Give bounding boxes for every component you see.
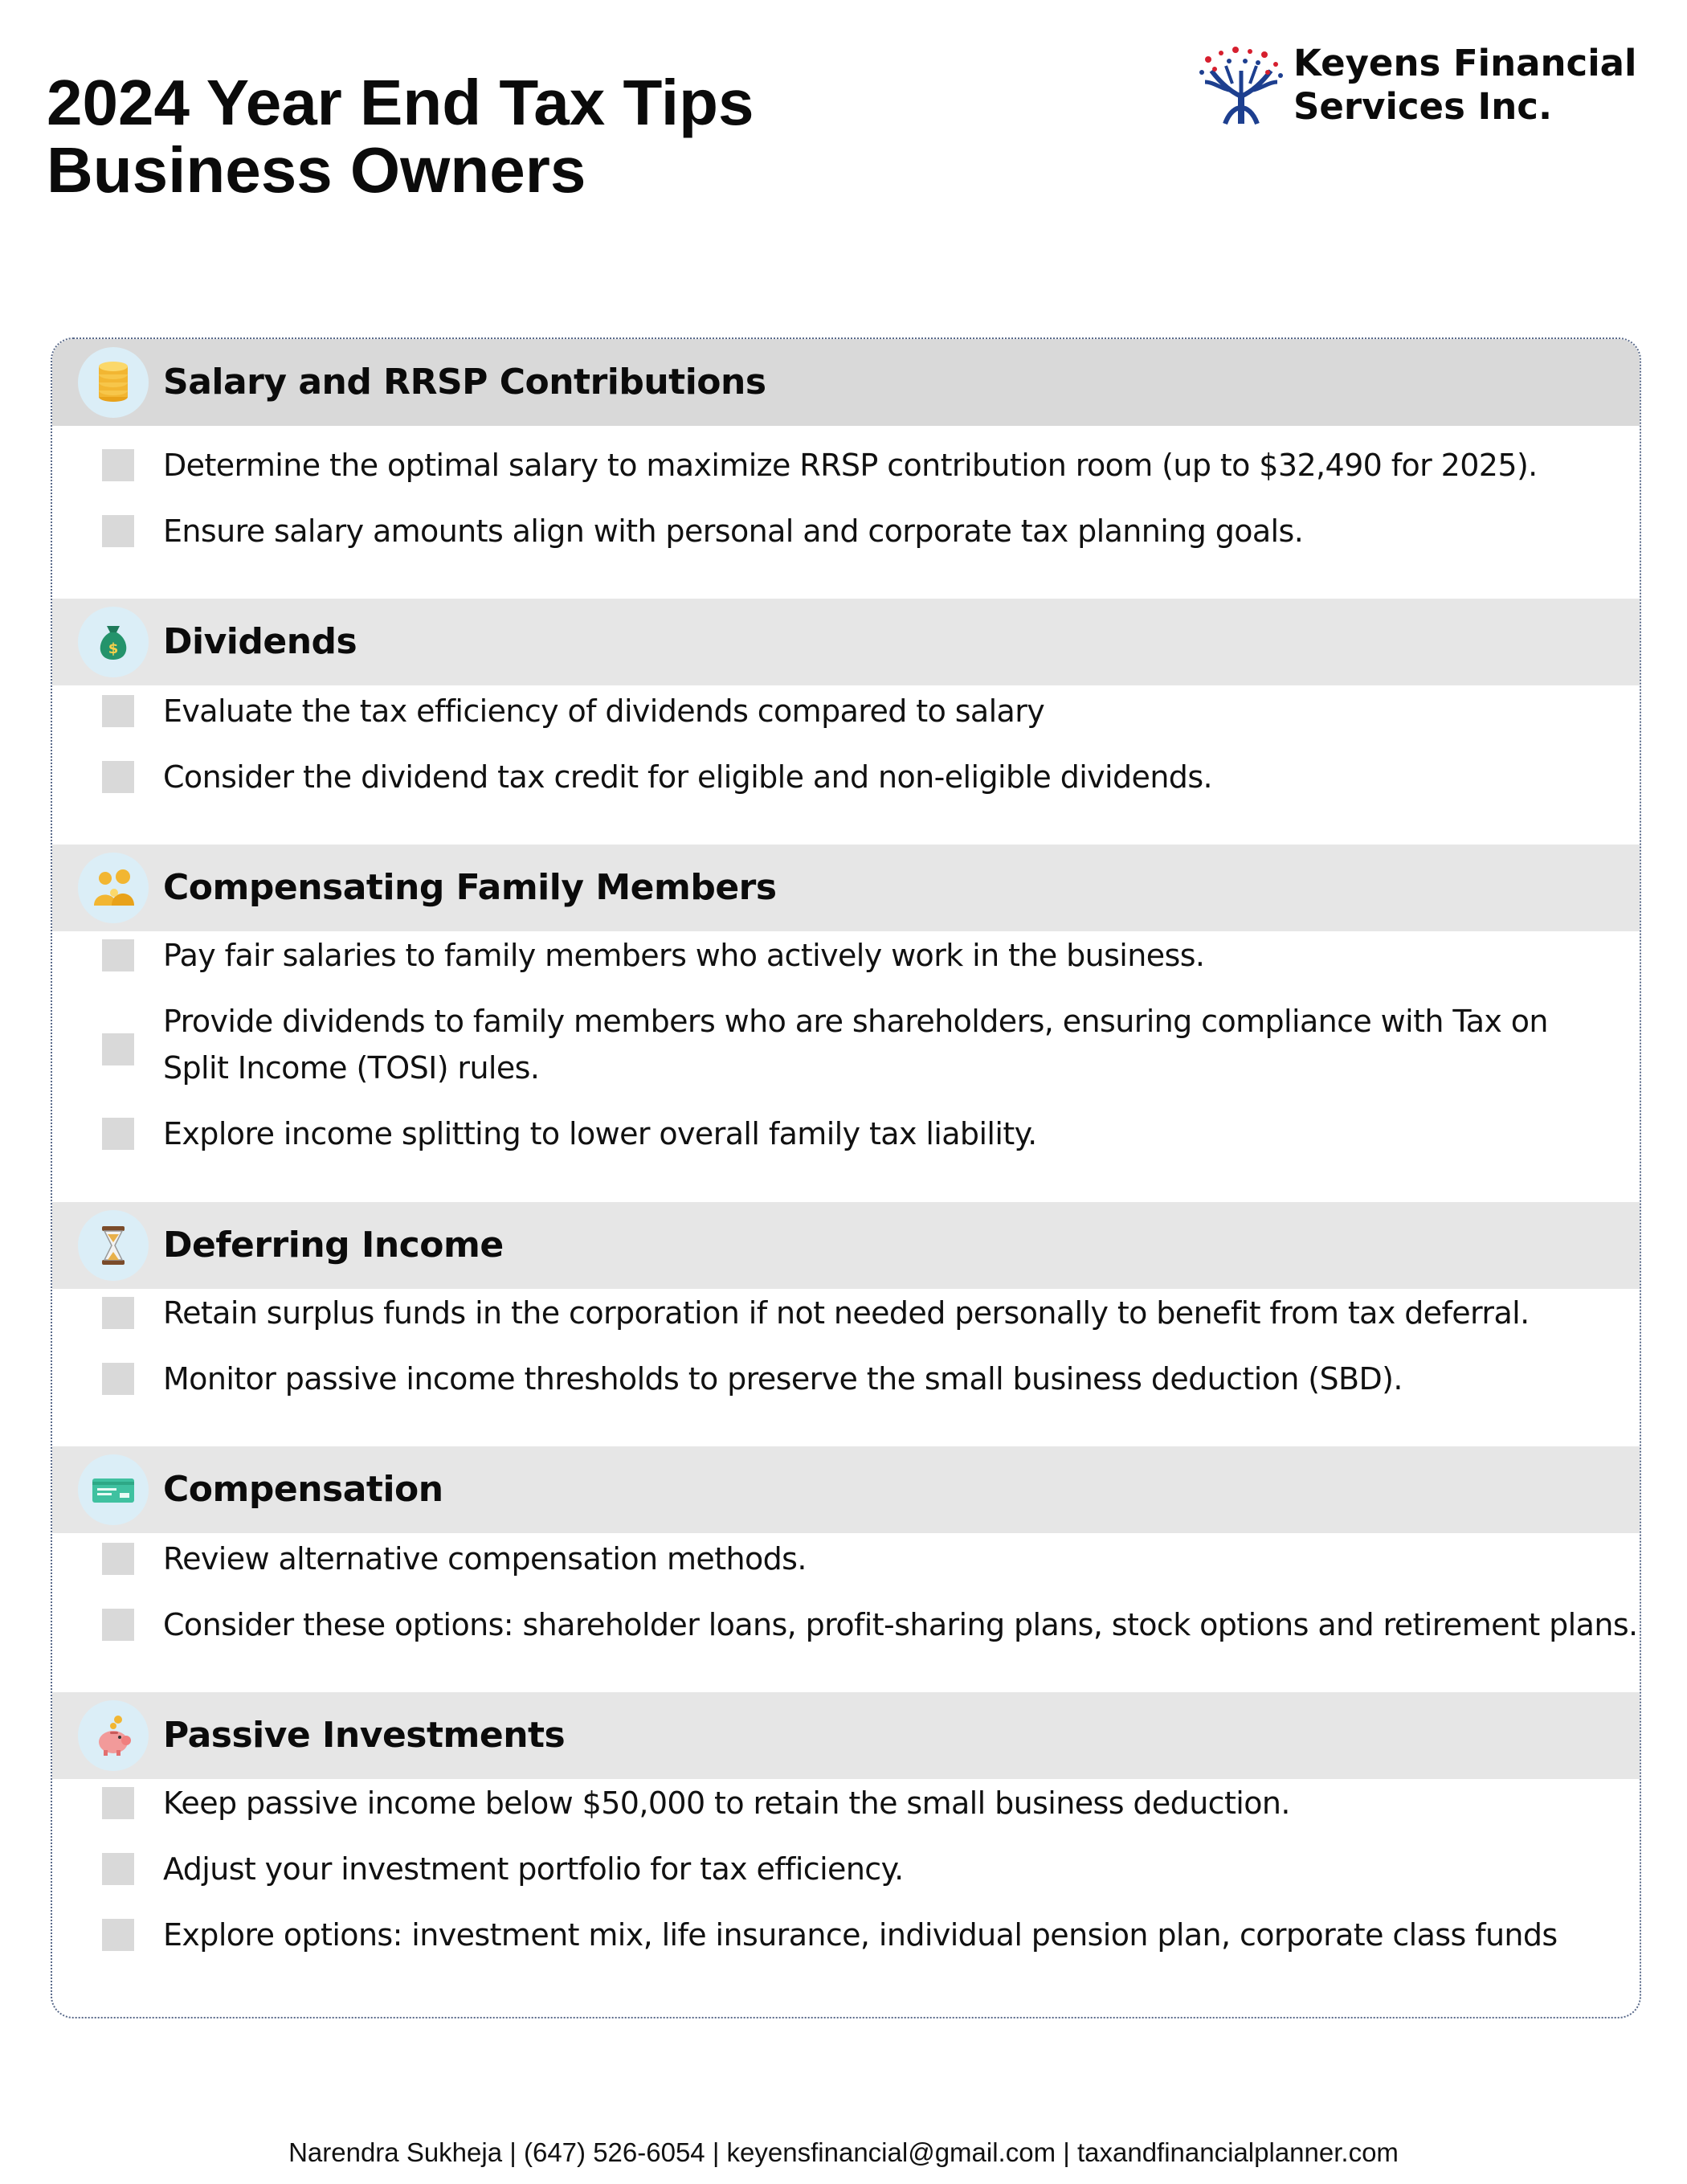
checkbox[interactable]: [102, 1297, 134, 1329]
page-title-line2: Business Owners: [47, 134, 586, 206]
checkbox[interactable]: [102, 761, 134, 793]
contact-footer: Narendra Sukheja | (647) 526-6054 | keyensfinancial@gmail.com | taxandfinancialplanner.com: [288, 2137, 1399, 2167]
item-text: Pay fair salaries to family members who actively work in the business.: [163, 938, 1205, 973]
section-title: Compensation: [163, 1469, 443, 1510]
section-title: Passive Investments: [163, 1715, 566, 1756]
section-deferring-income: [52, 1202, 1640, 1289]
section-family-members: [52, 845, 1640, 931]
section-title: Salary and RRSP Contributions: [163, 362, 766, 403]
item-text: Consider the dividend tax credit for eligible and non-eligible dividends.: [163, 759, 1212, 795]
checkbox[interactable]: [102, 1033, 134, 1065]
item-text: Adjust your investment portfolio for tax efficiency.: [163, 1851, 904, 1887]
item-text: Monitor passive income thresholds to preserve the small business deduction (SBD).: [163, 1361, 1403, 1397]
hourglass-icon: [78, 1210, 149, 1281]
coin-stack-icon: [78, 347, 149, 418]
item-text: Consider these options: shareholder loans, profit-sharing plans, stock options and retirement plans.: [163, 1607, 1638, 1642]
item-text: Keep passive income below $50,000 to retain the small business deduction.: [163, 1785, 1290, 1821]
tips-card: [51, 337, 1641, 2018]
checkbox[interactable]: [102, 939, 134, 971]
svg-text:$: $: [108, 640, 119, 657]
checkbox[interactable]: [102, 515, 134, 547]
money-bag-icon: [78, 607, 149, 677]
item-text: Ensure salary amounts align with personal and corporate tax planning goals.: [163, 513, 1304, 549]
checkbox[interactable]: [102, 1609, 134, 1641]
checkbox[interactable]: [102, 695, 134, 727]
cheque-icon: [78, 1454, 149, 1525]
page-title-line1: 2024 Year End Tax Tips: [47, 67, 754, 138]
tree-hands-icon: [1197, 43, 1285, 132]
section-title: Compensating Family Members: [163, 867, 777, 908]
checkbox[interactable]: [102, 1787, 134, 1819]
section-salary-rrsp: [52, 339, 1640, 426]
checkbox[interactable]: [102, 1853, 134, 1885]
checkbox[interactable]: [102, 1363, 134, 1395]
piggy-bank-icon: [78, 1700, 149, 1771]
section-passive-investments: [52, 1692, 1640, 1779]
page-title: [47, 69, 754, 204]
checkbox[interactable]: [102, 1543, 134, 1575]
company-name-line2: Services Inc.: [1293, 85, 1553, 128]
item-text: Explore income splitting to lower overall family tax liability.: [163, 1116, 1037, 1151]
item-text: Provide dividends to family members who are shareholders, ensuring compliance with Tax on Split Income (TOSI) rules.: [163, 1004, 1548, 1086]
item-text: Retain surplus funds in the corporation if not needed personally to benefit from tax deferral.: [163, 1295, 1530, 1331]
section-compensation: [52, 1446, 1640, 1533]
section-dividends: [52, 599, 1640, 685]
checkbox[interactable]: [102, 449, 134, 481]
checkbox[interactable]: [102, 1919, 134, 1951]
company-name-line1: Keyens Financial: [1293, 42, 1637, 84]
item-text: Evaluate the tax efficiency of dividends compared to salary: [163, 693, 1045, 729]
family-icon: [78, 853, 149, 923]
item-text: Review alternative compensation methods.: [163, 1541, 807, 1577]
checkbox[interactable]: [102, 1118, 134, 1150]
section-title: Dividends: [163, 621, 357, 662]
company-logo: [1197, 39, 1637, 135]
item-text: Explore options: investment mix, life insurance, individual pension plan, corporate class funds: [163, 1917, 1558, 1953]
section-title: Deferring Income: [163, 1225, 504, 1266]
company-name: [1293, 42, 1636, 129]
item-text: Determine the optimal salary to maximize RRSP contribution room (up to $32,490 for 2025).: [163, 448, 1538, 483]
